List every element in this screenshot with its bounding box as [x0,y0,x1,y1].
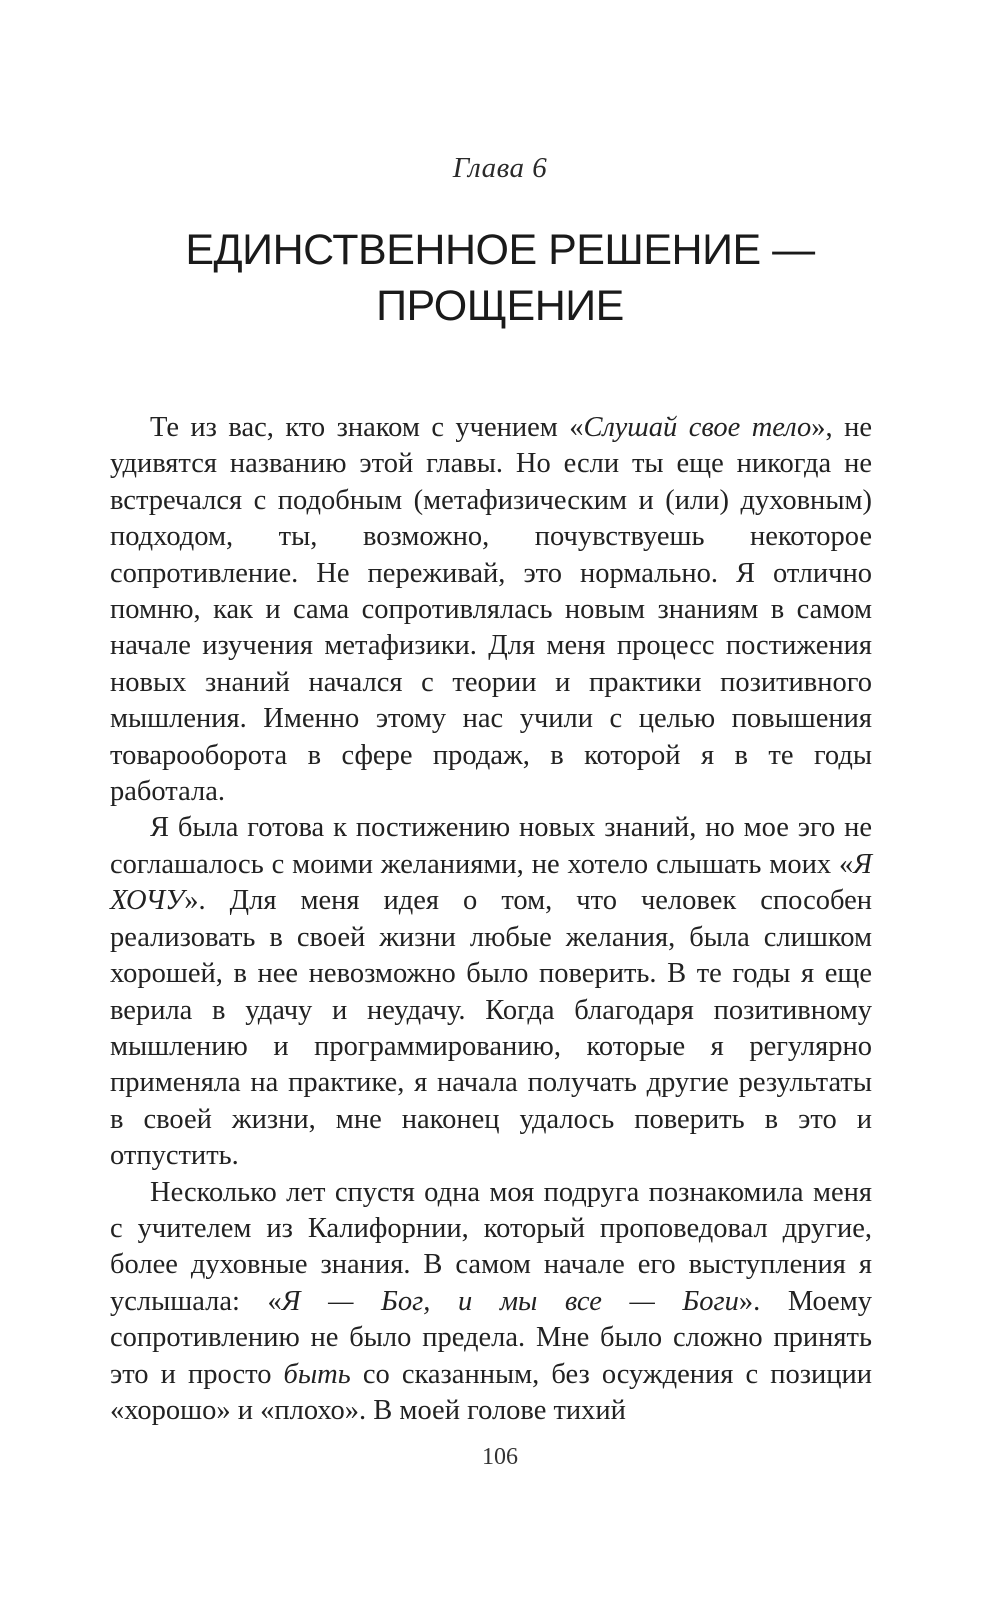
chapter-title-line-2: ПРОЩЕНИЕ [376,282,624,330]
paragraph-1 [110,410,872,810]
paragraph-2-text-a: Я была готова к постижению новых знаний, но мое эго не соглашалось с моими желаниями, не хотело слышать моих « [110,812,872,880]
paragraph-3-text-a: Несколько лет спустя одна моя подруга познакомила меня с учителем из Калифорнии, который проповедовал другие, более духовные знания. В самом начале его выступления я услышала: « [110,1176,872,1317]
chapter-label: Глава 6 [452,152,548,184]
chapter-title [100,222,900,334]
page-number: 106 [482,1444,518,1470]
paragraph-1-emphasis: Слушай свое тело [583,412,812,443]
chapter-title-line-1: ЕДИНСТВЕННОЕ РЕШЕНИЕ — [185,226,815,274]
paragraph-3-text-b: ». Моему сопротивлению не было предела. Мне было сложно принять это и просто [110,1285,872,1390]
paragraph-2-emphasis: Я ХОЧУ [110,848,872,917]
paragraph-3-emphasis-1: Я — Бог, и мы все — Боги [281,1285,739,1317]
paragraph-1-text-b: », не удивятся названию этой главы. Но если ты еще никогда не встречался с подобным (метафизическим и (или) духовным) подходом, ты, возможно, почувствуешь некоторое сопротивление. Не переживай, это нормально. Я отлично помню, как и сама сопротивлялась новым знаниям в самом начале изучения метафизики. Для меня процесс постижения новых знаний начался с теории и практики позитивного мышления. Именно этому нас учили с целью повышения товарооборота в сфере продаж, в которой я в те годы работала. [110,412,872,808]
paragraph-3-text-c: со сказанным, без осуждения с позиции «хорошо» и «плохо». В моей голове тихий [110,1358,872,1426]
paragraph-3-emphasis-2: быть [283,1358,351,1390]
paragraph-2 [110,810,872,1174]
paragraph-3 [110,1175,872,1430]
body-text [110,410,872,1429]
paragraph-1-text-a: Те из вас, кто знаком с учением « [150,412,584,443]
paragraph-2-text-b: ». Для меня идея о том, что человек способен реализовать в своей жизни любые желания, была слишком хорошей, в нее невозможно было поверить. В те годы я еще верила в удачу и неудачу. Когда благодаря позитивному мышлению и программированию, которые я регулярно применяла на практике, я начала получать другие результаты в своей жизни, мне наконец удалось поверить в это и отпустить. [110,885,872,1172]
